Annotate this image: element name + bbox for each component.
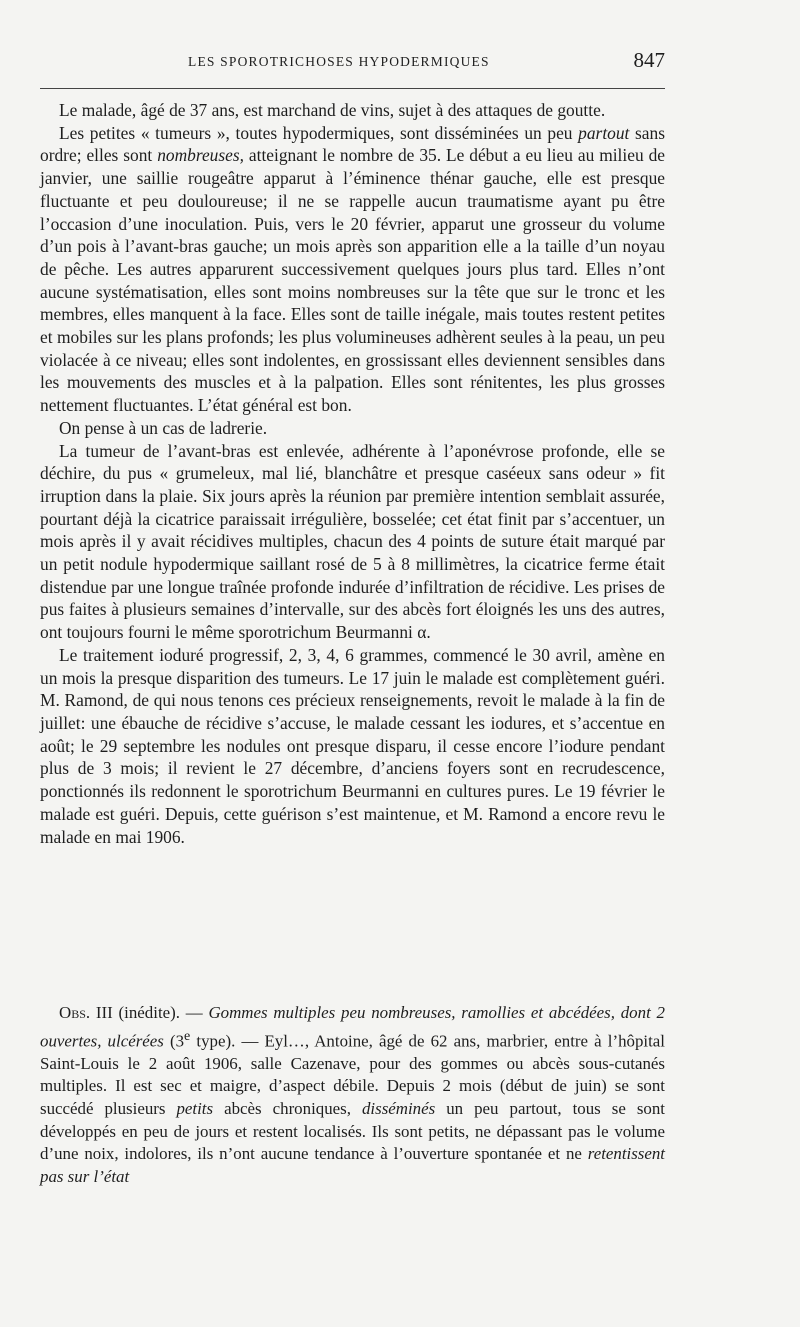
paragraph: La tumeur de l’avant-bras est enlevée, adhérente à l’aponévrose profonde, elle se déchire, du pus « grumeleux, mal lié, blanchâtre et presque caséeux sans odeur » fit irruption dans la plaie. Six jours après la réunion par première intention semblait assurée, pourtant déjà la cicatrice paraissait irrégulière, bosselée; cet état finit par s’accentuer, un mois après il y avait récidives multiples, chacun des 4 points de suture était marqué par un petit nodule hypodermique saillant rosé de 5 à 8 millimètres, la cicatrice ferme était distendue par une longue traînée profonde indurée d’infiltration de récidive. Les prises de pus faites à plusieurs semaines d’intervalle, sur des abcès fort éloignés les uns des autres, ont toujours fourni le même sporotrichum Beurmanni α. <box>40 440 665 643</box>
running-title: LES SPOROTRICHOSES HYPODERMIQUES <box>188 54 490 69</box>
page-header <box>40 46 665 80</box>
page-number: 847 <box>633 48 665 72</box>
paragraph: Les petites « tumeurs », toutes hypodermiques, sont disséminées un peu partout sans ordre; elles sont nombreuses, atteignant le nombre de 35. Le début a eu lieu au milieu de janvier, une saillie rougeâtre apparut à l’éminence thénar gauche, elle est presque fluctuante et peu douloureuse; il ne se rappelle aucun traumatisme ayant pu être l’occasion d’une inoculation. Puis, vers le 20 février, apparut une grosseur du volume d’un pois à l’avant-bras gauche; un mois après son apparition elle a la taille d’un noyau de pêche. Les autres apparurent successivement quelques jours plus tard. Elles n’ont aucune systématisation, elles sont moins nombreuses sur la tête que sur le tronc et les membres, elles manquent à la face. Elles sont de taille inégale, mais toutes restent petites et mobiles sur les plans profonds; les plus volumineuses adhèrent seules à la peau, un peu violacée à ce niveau; elles sont indolentes, en grossissant elles deviennent sensibles dans les mouvements des muscles et à la palpation. Elles sont rénitentes, les plus grosses nettement fluctuantes. L’état général est bon. <box>40 122 665 416</box>
observation-label: Obs. III <box>59 1003 113 1022</box>
paragraph: On pense à un cas de ladrerie. <box>59 417 268 438</box>
main-text <box>40 99 665 848</box>
observation-block <box>40 1002 665 1188</box>
paragraph: Le traitement ioduré progressif, 2, 3, 4, 6 grammes, commencé le 30 avril, amène en un mois la presque disparition des tumeurs. Le 17 juin le malade est complètement guéri. M. Ramond, de qui nous tenons ces précieux renseignements, revoit le malade à la fin de juillet: une ébauche de récidive s’accuse, le malade cessant les iodures, et s’accentue en août; le 29 septembre les nodules ont presque disparu, il cesse encore l’iodure pendant plus de 3 mois; il revient le 27 décembre, d’anciens foyers sont en recrudescence, ponctionnés ils redonnent le sporotrichum Beurmanni en cultures pures. Le 19 février le malade est guéri. Depuis, cette guérison s’est maintenue, et M. Ramond a encore revu le malade en mai 1906. <box>40 644 665 847</box>
paragraph: Le malade, âgé de 37 ans, est marchand de vins, sujet à des attaques de goutte. <box>59 100 606 120</box>
observation-paragraph: Obs. III (inédite). — Gommes multiples peu nombreuses, ramollies et abcédées, dont 2 ouvertes, ulcérées (3e type). — Eyl…, Antoine, âgé de 62 ans, marbrier, entre à l’hôpital Saint-Louis le 2 août 1906, salle Cazenave, pour des gommes ou abcès sous-cutanés multiples. Il est sec et maigre, d’aspect débile. Depuis 2 mois (début de juin) se sont succédé plusieurs petits abcès chroniques, disséminés un peu partout, tous se sont développés en peu de jours et restent localisés. Ils sont petits, ne dépassant pas le volume d’une noix, indolores, ils n’ont aucune tendance à l’ouverture spontanée et ne retentissent pas sur l’état <box>40 1003 665 1186</box>
header-rule <box>40 88 665 89</box>
